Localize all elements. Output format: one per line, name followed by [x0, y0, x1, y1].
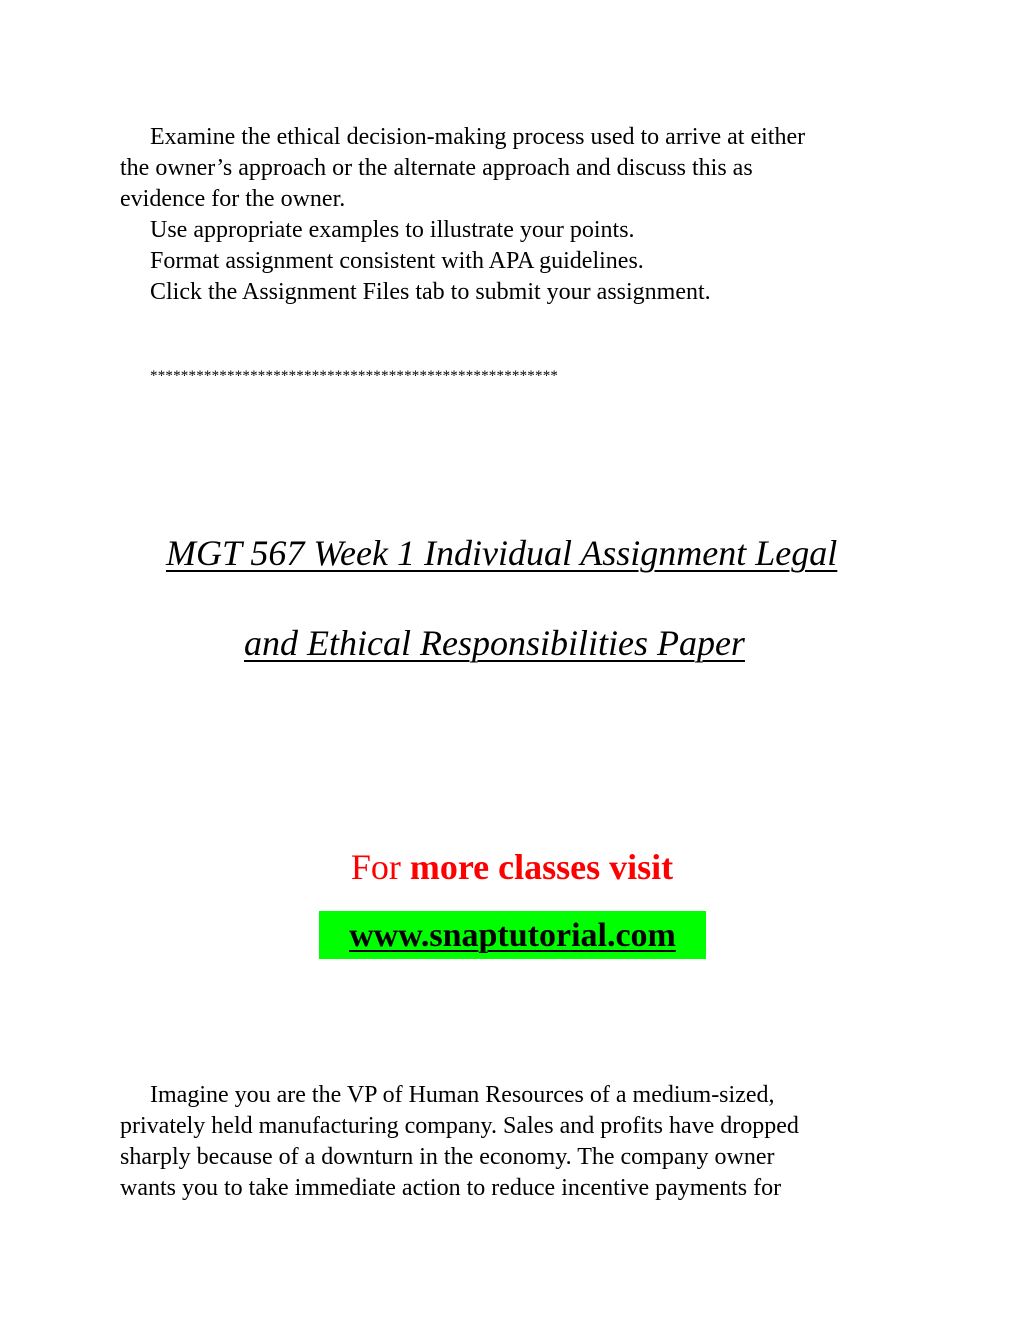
separator-stars: ***************************************************** — [150, 368, 559, 384]
promo-heading — [0, 846, 1024, 888]
body-line: privately held manufacturing company. Sales and profits have dropped — [120, 1113, 799, 1139]
promo-emphasis: more classes visit — [409, 847, 674, 887]
document-title-line-2: and Ethical Responsibilities Paper — [244, 623, 745, 663]
body-line: sharply because of a downturn in the economy. The company owner — [120, 1144, 775, 1170]
link-highlight — [319, 911, 706, 959]
body-line: Examine the ethical decision-making process used to arrive at either — [150, 124, 806, 150]
promo-prefix: For — [350, 847, 410, 887]
snaptutorial-link[interactable]: www.snaptutorial.com — [349, 917, 676, 954]
document-title-line-1: MGT 567 Week 1 Individual Assignment Legal — [166, 533, 838, 573]
body-line: Format assignment consistent with APA guidelines. — [150, 248, 644, 274]
body-line: Use appropriate examples to illustrate your points. — [150, 217, 635, 243]
body-line: Imagine you are the VP of Human Resources of a medium-sized, — [150, 1082, 775, 1108]
body-line: wants you to take immediate action to reduce incentive payments for — [120, 1175, 782, 1201]
body-line: evidence for the owner. — [120, 186, 346, 212]
body-line: the owner’s approach or the alternate approach and discuss this as — [120, 155, 753, 181]
body-line: Click the Assignment Files tab to submit your assignment. — [150, 279, 711, 305]
